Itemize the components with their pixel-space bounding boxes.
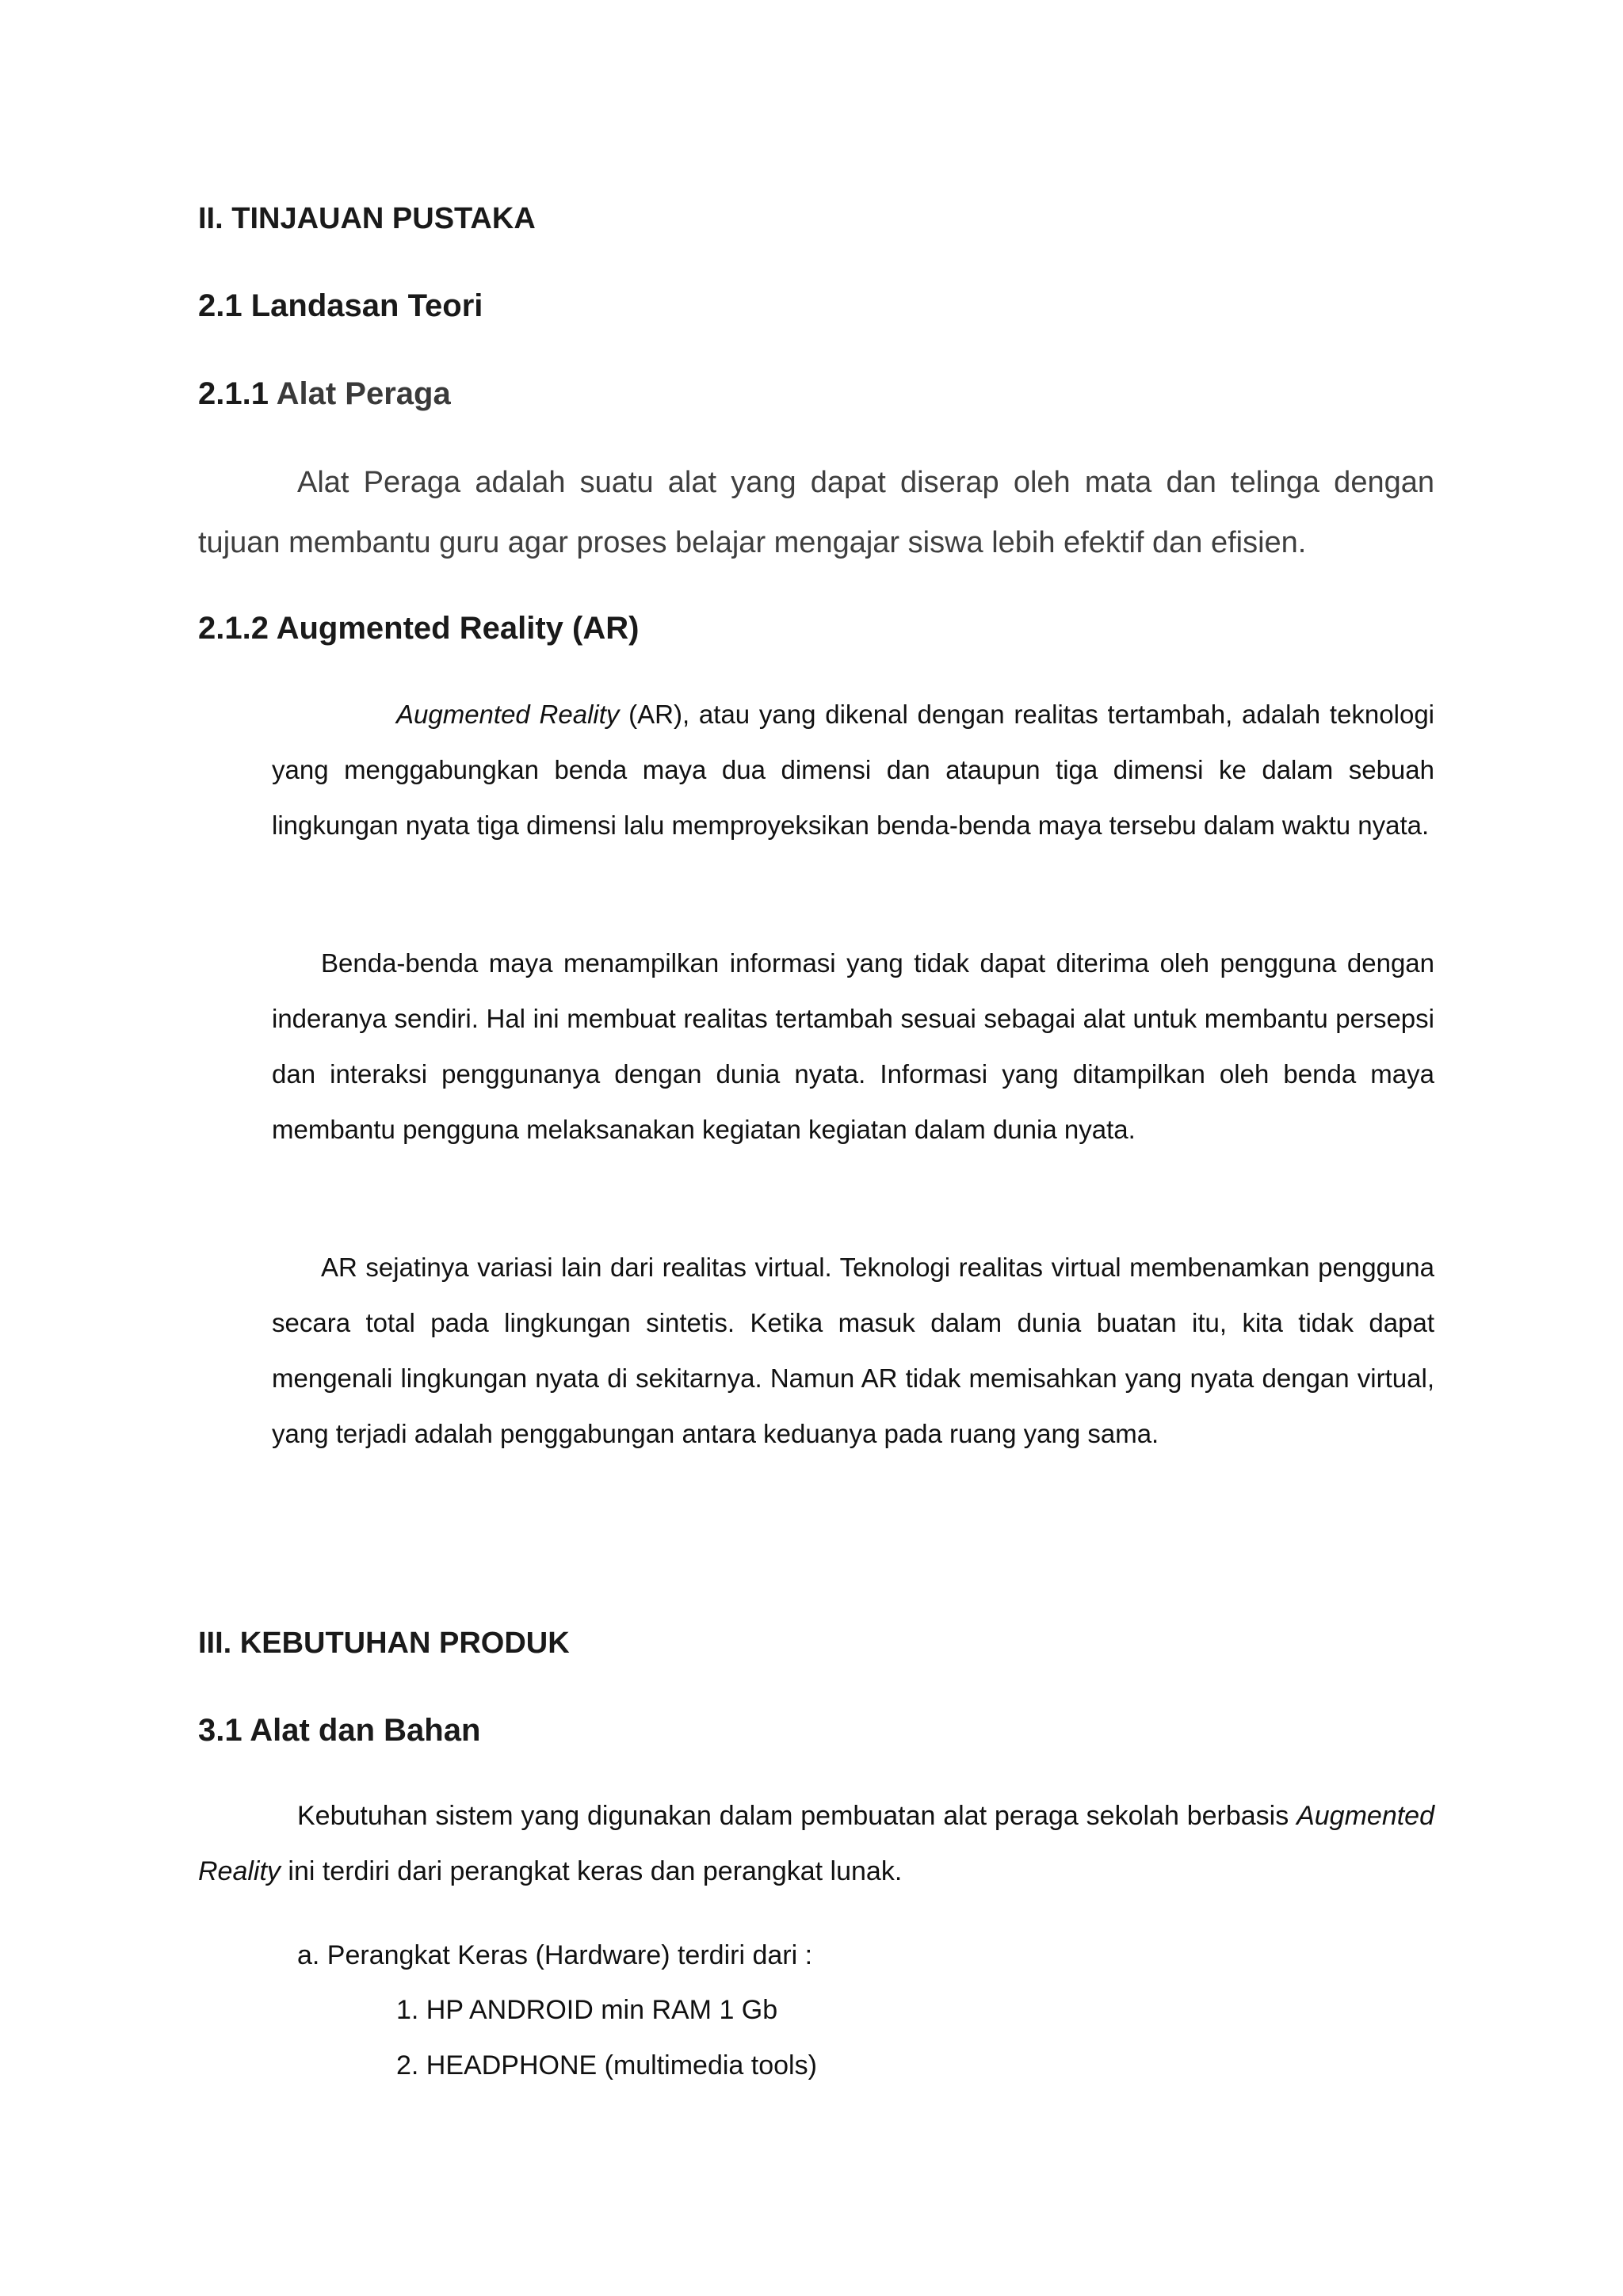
paragraph-virtual-objects: Benda-benda maya menampilkan informasi yang tidak dapat diterima oleh pengguna dengan inderanya sendiri. Hal ini membuat realitas tertambah sesuai sebagai alat untuk membantu persepsi dan interaksi penggunanya dengan dunia nyata. Informasi yang ditampilkan oleh benda maya membantu pengguna melaksanakan kegiatan kegiatan dalam dunia nyata. [272, 948, 1434, 1144]
section-title-tinjauan-pustaka: II. TINJAUAN PUSTAKA [198, 202, 536, 235]
paragraph-alat-peraga: Alat Peraga adalah suatu alat yang dapat diserap oleh mata dan telinga dengan tujuan membantu guru agar proses belajar mengajar siswa lebih efektif dan efisien. [198, 466, 1434, 559]
paragraph-alat-dan-bahan [198, 1788, 1434, 1899]
paragraph-ar-virtual-reality: AR sejatinya variasi lain dari realitas virtual. Teknologi realitas virtual membenamkan pengguna secara total pada lingkungan sintetis. Ketika masuk dalam dunia buatan itu, kita tidak dapat mengenali lingkungan nyata di sekitarnya. Namun AR tidak memisahkan yang nyata dengan virtual, yang terjadi adalah penggabungan antara keduanya pada ruang yang sama. [272, 1253, 1434, 1448]
term-augmented-reality: Augmented Reality [396, 700, 620, 729]
paragraph-ar-definition-text: (AR), atau yang dikenal dengan realitas tertambah, adalah teknologi yang menggabungkan benda maya dua dimensi dan ataupun tiga dimensi ke dalam sebuah lingkungan nyata tiga dimensi lalu memproyeksikan benda-benda maya tersebu dalam waktu nyata. [272, 700, 1435, 840]
paragraph-ar-definition [272, 687, 1434, 853]
subsection-title: Augmented Reality (AR) [276, 611, 640, 646]
subsection-title-augmented-reality [198, 609, 1466, 647]
subsection-title-landasan-teori [198, 287, 1466, 325]
subsection-title: Landasan Teori [250, 288, 483, 323]
list-item-hardware: 1. HP ANDROID min RAM 1 Gb [396, 1995, 778, 2025]
subsection-number: 2.1.1 [198, 376, 269, 411]
paragraph-alat-dan-bahan-start: Kebutuhan sistem yang digunakan dalam pembuatan alat peraga sekolah berbasis [297, 1801, 1297, 1831]
subsection-title: Alat Peraga [276, 376, 451, 411]
list-item-hardware: 2. HEADPHONE (multimedia tools) [396, 2050, 817, 2081]
section-title-kebutuhan-produk: III. KEBUTUHAN PRODUK [198, 1627, 570, 1660]
subsection-number: 2.1.2 [198, 611, 269, 646]
term-augmented-reality: Augmented Reality [198, 1801, 1434, 1886]
subsection-title-alat-dan-bahan: 3.1 Alat dan Bahan [198, 1713, 481, 1748]
subsection-title-alat-peraga [198, 375, 1466, 413]
paragraph-alat-dan-bahan-end: ini terdiri dari perangkat keras dan perangkat lunak. [280, 1856, 903, 1886]
list-label-hardware: a. Perangkat Keras (Hardware) terdiri dari : [297, 1940, 813, 1970]
subsection-number: 2.1 [198, 288, 242, 323]
